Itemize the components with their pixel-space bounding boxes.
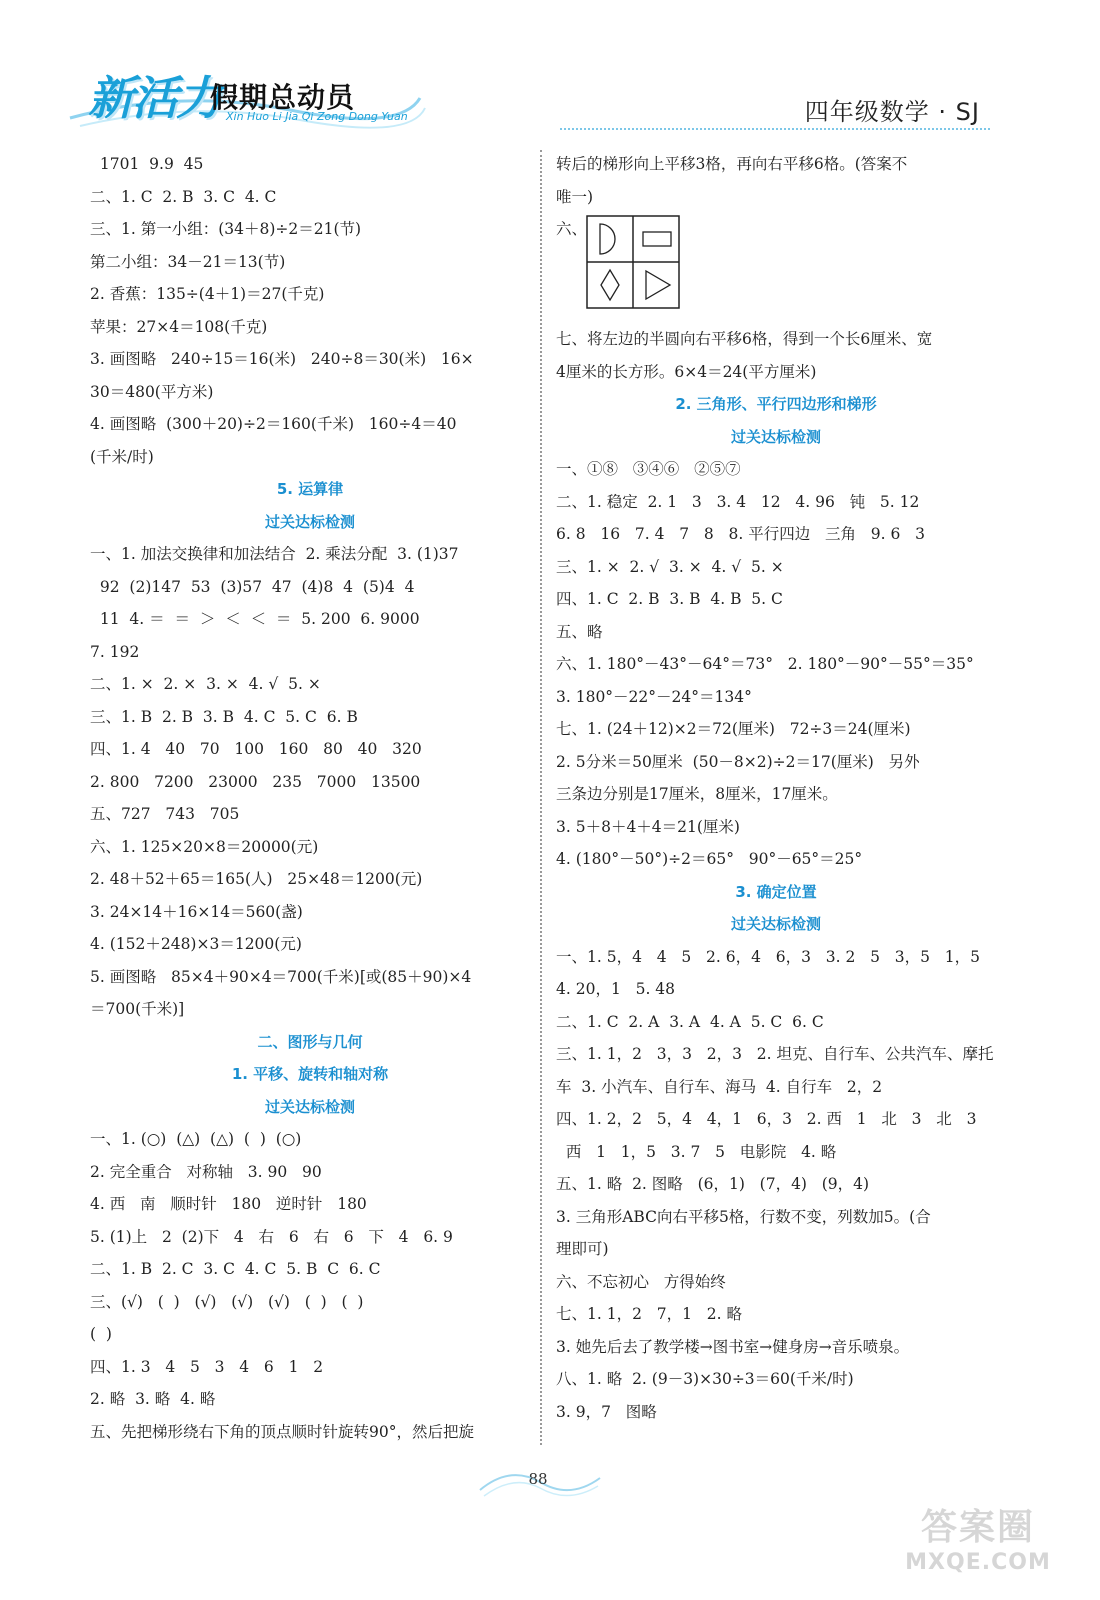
answer-line: 3. 9，7 图略	[556, 1402, 657, 1421]
answer-line: 五、先把梯形绕右下角的顶点顺时针旋转90°，然后把旋	[90, 1422, 474, 1441]
answer-line: 一、1. 加法交换律和加法结合 2. 乘法分配 3. (1)37	[90, 545, 459, 563]
answer-line: 92 (2)147 53 (3)57 47 (4)8 4 (5)4 4	[90, 577, 415, 596]
answer-line: 二、1. B 2. C 3. C 4. C 5. B C 6. C	[90, 1260, 381, 1278]
answer-line: 四、1. 4 40 70 100 160 80 40 320	[90, 740, 422, 758]
answer-line: 3. 180°－22°－24°＝134°	[556, 687, 752, 706]
answer-line: 二、1. C 2. B 3. C 4. C	[90, 187, 277, 206]
answer-label: 六、	[556, 220, 588, 238]
answer-line: 5. (1)上 2 (2)下 4 右 6 右 6 下 4 6. 9	[90, 1227, 453, 1246]
answer-line: 3. 三角形ABC向右平移5格，行数不变，列数加5。(合	[556, 1207, 931, 1226]
answer-line: 七、将左边的半圆向右平移6格，得到一个长6厘米、宽	[556, 330, 933, 348]
section-heading: 5. 运算律	[276, 480, 344, 498]
answer-line: 七、1. (24＋12)×2＝72(厘米) 72÷3＝24(厘米)	[556, 720, 911, 738]
answer-line: 4. (152＋248)×3＝1200(元)	[90, 935, 302, 953]
brand-logo	[88, 62, 428, 132]
answer-line: 二、1. 稳定 2. 1 3 3. 4 12 4. 96 钝 5. 12	[556, 492, 920, 511]
section-heading: 2. 三角形、平行四边形和梯形	[675, 395, 877, 413]
answer-line: 4. (180°－50°)÷2＝65° 90°－65°＝25°	[556, 850, 863, 868]
answer-line	[556, 213, 996, 323]
answer-line: 苹果：27×4＝108(千克)	[90, 317, 268, 336]
brand-logo-pinyin: Xin Huo Li Jia Qi Zong Dong Yuan	[226, 110, 408, 123]
answer-line: ＝700(千米)]	[90, 1000, 185, 1018]
answer-line: 一、1. (○) (△) (△) ( ) (○)	[90, 1130, 302, 1148]
answer-line: 四、1. 2，2 5，4 4，1 6，3 2. 西 1 北 3 北 3	[556, 1110, 977, 1128]
section-heading: 二、图形与几何	[257, 1032, 363, 1051]
answer-line: 七、1. 1，2 7，1 2. 略	[556, 1305, 742, 1323]
section-heading: 3. 确定位置	[735, 882, 817, 901]
answer-column-left	[90, 148, 530, 1448]
answer-line: 2. 5分米＝50厘米 (50－8×2)÷2＝17(厘米) 另外	[556, 752, 920, 771]
brand-logo-main: 新活力	[88, 71, 220, 125]
answer-line: 二、1. × 2. × 3. × 4. √ 5. ×	[90, 675, 321, 693]
answer-line: 八、1. 略 2. (9－3)×30÷3＝60(千米/时)	[556, 1370, 854, 1388]
answer-line: 车 3. 小汽车、自行车、海马 4. 自行车 2，2	[556, 1077, 883, 1096]
answer-line: 三、(√) ( ) (√) (√) (√) ( ) ( )	[90, 1292, 364, 1311]
answer-line: 六、1. 125×20×8＝20000(元)	[90, 837, 319, 856]
answer-line: 四、1. C 2. B 3. B 4. B 5. C	[556, 590, 783, 608]
answer-line: 二、1. C 2. A 3. A 4. A 5. C 6. C	[556, 1012, 824, 1031]
answer-line: 3. 24×14＋16×14＝560(盏)	[90, 902, 303, 921]
section-heading: 1. 平移、旋转和轴对称	[231, 1065, 389, 1083]
answer-line: 三、1. 1，2 3，3 2，3 2. 坦克、自行车、公共汽车、摩托	[556, 1045, 994, 1063]
answer-line: 11 4. ＝ ＝ ＞ ＜ ＜ ＝ 5. 200 6. 9000	[90, 610, 420, 628]
answer-line: 理即可)	[556, 1240, 609, 1258]
answer-column-right	[556, 148, 996, 1428]
answer-line: 五、1. 略 2. 图略 (6，1) (7，4) (9，4)	[556, 1175, 870, 1193]
answer-line: 转后的梯形向上平移3格，再向右平移6格。(答案不	[556, 155, 908, 173]
answer-line: 三、1. × 2. √ 3. × 4. √ 5. ×	[556, 557, 784, 576]
watermark-url: MXQE.COM	[905, 1550, 1051, 1575]
answer-line: 6. 8 16 7. 4 7 8 8. 平行四边 三角 9. 6 3	[556, 525, 926, 543]
answer-line: 4. 西 南 顺时针 180 逆时针 180	[90, 1195, 367, 1213]
answer-line: 六、1. 180°－43°－64°＝73° 2. 180°－90°－55°＝35°	[556, 655, 974, 673]
answer-line: 三、1. B 2. B 3. B 4. C 5. C 6. B	[90, 707, 358, 726]
answer-line: 3. 5＋8＋4＋4＝21(厘米)	[556, 817, 740, 836]
answer-line: 西 1 1，5 3. 7 5 电影院 4. 略	[556, 1142, 837, 1161]
answer-line: 2. 略 3. 略 4. 略	[90, 1390, 216, 1408]
answer-line: 3. 画图略 240÷15＝16(米) 240÷8＝30(米) 16×	[90, 350, 474, 368]
answer-line: 一、1. 5，4 4 5 2. 6，4 6，3 3. 2 5 3，5 1，5	[556, 947, 980, 966]
answer-line: 7. 192	[90, 642, 140, 661]
subject-title: 四年级数学 · SJ	[804, 98, 980, 126]
section-heading: 过关达标检测	[730, 915, 821, 933]
answer-line: 四、1. 3 4 5 3 4 6 1 2	[90, 1357, 324, 1376]
column-divider	[540, 150, 542, 1445]
answer-line: 2. 800 7200 23000 235 7000 13500	[90, 772, 421, 791]
diamond-shape	[601, 270, 619, 300]
watermark-main: 答案圈	[920, 1507, 1035, 1548]
page-header	[0, 0, 1100, 140]
section-heading: 过关达标检测	[264, 512, 355, 531]
answer-line: 30＝480(平方米)	[90, 382, 214, 401]
answer-line: 唯一)	[556, 187, 594, 206]
answer-line: 1701 9.9 45	[90, 155, 204, 173]
answer-line: 5. 画图略 85×4＋90×4＝700(千米)[或(85＋90)×4	[90, 967, 472, 986]
answer-line: 五、略	[556, 622, 603, 641]
answer-line: 2. 完全重合 对称轴 3. 90 90	[90, 1162, 322, 1181]
section-heading: 过关达标检测	[264, 1097, 355, 1116]
triangle-shape	[646, 271, 670, 299]
rectangle-shape	[643, 232, 671, 246]
answer-line: 4. 画图略 (300＋20)÷2＝160(千米) 160÷4＝40	[90, 415, 457, 433]
answer-line: 2. 48＋52＋65＝165(人) 25×48＝1200(元)	[90, 870, 423, 888]
answer-line: 3. 她先后去了教学楼→图书室→健身房→音乐喷泉。	[556, 1337, 910, 1356]
answer-line: 一、①⑧ ③④⑥ ②⑤⑦	[556, 460, 741, 478]
answer-line: 六、不忘初心 方得始终	[556, 1272, 726, 1291]
answer-line: (千米/时)	[90, 447, 154, 466]
answer-line: ( )	[90, 1325, 112, 1343]
answer-line: 第二小组：34－21＝13(节)	[90, 252, 286, 271]
watermark	[878, 1506, 1078, 1586]
shape-grid-figure	[586, 215, 682, 311]
page-number: 88	[528, 1470, 548, 1488]
brand-logo-sub: 假期总动员	[210, 81, 356, 114]
answer-line: 4. 20，1 5. 48	[556, 980, 676, 998]
section-heading: 过关达标检测	[730, 427, 821, 446]
answer-line: 2. 香蕉：135÷(4＋1)＝27(千克)	[90, 285, 325, 303]
answer-line: 三条边分别是17厘米，8厘米，17厘米。	[556, 785, 838, 803]
answer-line: 三、1. 第一小组：(34＋8)÷2＝21(节)	[90, 220, 362, 238]
semicircle-shape	[600, 224, 615, 254]
answer-line: 五、727 743 705	[90, 805, 240, 823]
header-dotted-rule	[560, 128, 990, 130]
answer-line: 4厘米的长方形。6×4＝24(平方厘米)	[556, 362, 817, 381]
